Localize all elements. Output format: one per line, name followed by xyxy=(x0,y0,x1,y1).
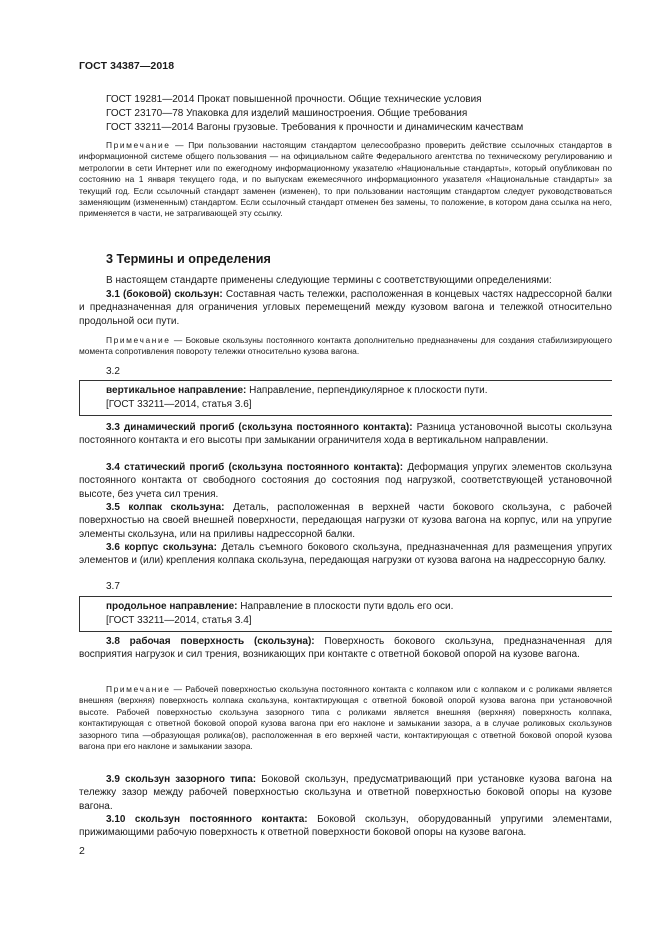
term-3-8: 3.8 рабочая поверхность (скользуна): Поверхность бокового скользуна, предназначенная для восприятия нагрузок и сил трения, возникающих при контакте с ответной боковой опорой на кузове вагона. xyxy=(79,636,612,661)
document-header: ГОСТ 34387—2018 xyxy=(79,60,175,72)
reference-item: ГОСТ 33211—2014 Вагоны грузовые. Требования к прочности и динамическим качествам xyxy=(106,122,524,133)
term-3-6: 3.6 корпус скользуна: Деталь съемного бокового скользуна, предназначенная для размещения упругих элементов и (или) крепления колпака скользуна, передающая нагрузки от кузова вагона на надрессорную балку. xyxy=(79,542,612,567)
term-3-5: 3.5 колпак скользуна: Деталь, расположенная в верхней части бокового скользуна, с рабочей поверхностью на своей внешней поверхности, передающая нагрузки от кузова вагона на корпус, или на упругие элементы скользуна, или на приливы надрессорной балки. xyxy=(79,502,612,540)
term-number: 3.2 xyxy=(106,366,120,377)
box-left-rule xyxy=(79,597,80,631)
term-3-10: 3.10 скользун постоянного контакта: Боковой скользун, оборудованный упругими элементами, прижимающими рабочую поверхность к ответной поверхности боковой опоры на кузове вагона. xyxy=(79,814,612,839)
section-title: 3 Термины и определения xyxy=(106,252,271,266)
term-3-7: продольное направление: Направление в плоскости пути вдоль его оси. xyxy=(106,601,454,612)
term-number: 3.7 xyxy=(106,581,120,592)
term-3-1: 3.1 (боковой) скользун: Составная часть тележки, расположенная в концевых частях надрессорной балки и предназначенная для ограничения угловых перемещений между кузовом вагона и тележкой относительно продольной оси пути. xyxy=(79,289,612,327)
page-number: 2 xyxy=(79,845,85,857)
term-3-9: 3.9 скользун зазорного типа: Боковой скользун, предусматривающий при установке кузова вагона на тележку зазор между рабочей поверхностью скользуна и ответной поверхностью боковой опоры на кузове вагона. xyxy=(79,774,612,812)
note-references: Примечание — При пользовании настоящим стандартом целесообразно проверить действие ссылочных стандартов в информационной системе общего пользования — на официальном сайте Федерального агентства по техническому регулированию и метрологии в сети Интернет или по ежегодному информационному указателю «Национальные стандарты», который опубликован по состоянию на 1 января текущего года, и по выпускам ежемесячного информационного указателя «Национальные стандарты» за текущий год. Если ссылочный стандарт заменен (изменен), то при пользовании настоящим стандартом следует руководствоваться заменяющим (измененным) стандартом. Если ссылочный стандарт отменен без замены, то положение, в котором дана ссылка на него, применяется в части, не затрагивающей эту ссылку. xyxy=(79,140,612,219)
term-3-4: 3.4 статический прогиб (скользуна постоянного контакта): Деформация упругих элементов скользуна постоянного контакта от свободного состояния до состояния под нагрузкой, соответствующей установочной высоте, без учета сил трения. xyxy=(79,462,612,500)
term-box-3-7 xyxy=(79,596,612,632)
term-3-3: 3.3 динамический прогиб (скользуна постоянного контакта): Разница установочной высоты скользуна постоянного контакта и его высоты при замыкании ограничителя хода в вертикальном направлении. xyxy=(79,422,612,447)
term-box-3-2 xyxy=(79,380,612,416)
reference-item: ГОСТ 19281—2014 Прокат повышенной прочности. Общие технические условия xyxy=(106,94,482,105)
section-intro: В настоящем стандарте применены следующие термины с соответствующими определениями: xyxy=(106,275,552,286)
reference-item: ГОСТ 23170—78 Упаковка для изделий машиностроения. Общие требования xyxy=(106,108,468,119)
term-source: [ГОСТ 33211—2014, статья 3.6] xyxy=(106,399,252,410)
note-3-8: Примечание — Рабочей поверхностью скользуна постоянного контакта с колпаком или с колпаком и с роликами является внешняя (верхняя) поверхность колпака скользуна, контактирующая с ответной боковой опорой кузова вагона при установочной высоте. Рабочей поверхностью скользуна зазорного типа с роликами является внешняя (верхняя) поверхность колпака, контактирующая с ответной боковой опорой кузова вагона при его наклоне и замыкании зазора, а в случае роликовых скользунов зазорного типа —образующая ролика(ов), расположенная в его верхней части, контактирующая с ответной боковой опорой кузова вагона при его наклоне и замыкании зазора. xyxy=(79,684,612,752)
box-left-rule xyxy=(79,381,80,415)
term-source: [ГОСТ 33211—2014, статья 3.4] xyxy=(106,615,252,626)
note-3-1: Примечание — Боковые скользуны постоянного контакта дополнительно предназначены для создания стабилизирующего момента сопротивления повороту тележки относительно кузова вагона. xyxy=(79,335,612,357)
term-3-2: вертикальное направление: Направление, перпендикулярное к плоскости пути. xyxy=(106,385,488,396)
